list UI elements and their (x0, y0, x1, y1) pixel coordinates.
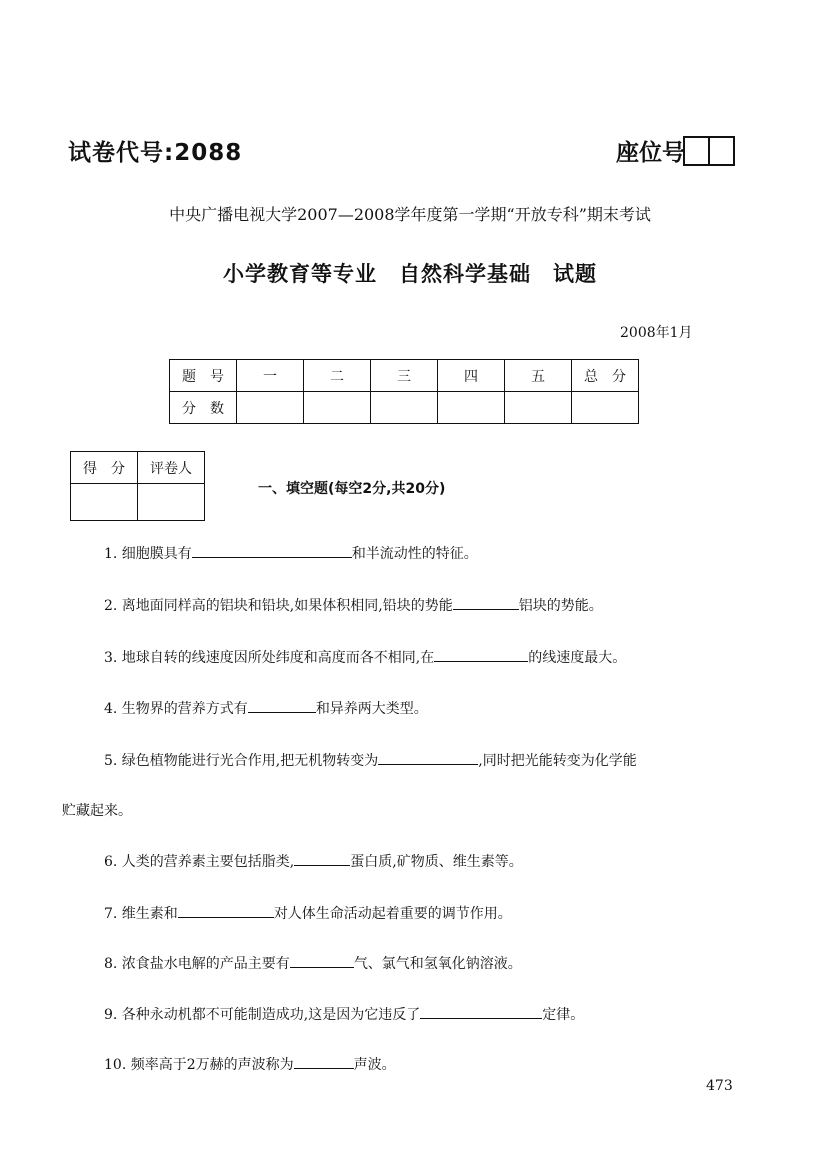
answer-blank (294, 851, 350, 866)
score-cell (371, 392, 438, 424)
question-5: 5. 绿色植物能进行光合作用,把无机物转变为 ,同时把光能转变为化学能 (104, 750, 637, 770)
score-header-cell: 二 (304, 360, 371, 392)
answer-blank (453, 595, 519, 610)
answer-blank (294, 1054, 354, 1069)
answer-blank (420, 1004, 542, 1019)
seat-label: 座位号 (616, 140, 685, 166)
score-header-cell: 五 (505, 360, 572, 392)
seat-box-1 (683, 136, 710, 166)
score-table-score-row (170, 392, 639, 424)
question-1: 1. 细胞膜具有 和半流动性的特征。 (104, 543, 478, 563)
answer-blank (290, 953, 354, 968)
answer-blank (192, 543, 352, 558)
question-4: 4. 生物界的营养方式有 和异养两大类型。 (104, 698, 428, 718)
question-2: 2. 离地面同样高的铝块和铅块,如果体积相同,铅块的势能 铝块的势能。 (104, 595, 603, 615)
answer-blank (434, 647, 528, 662)
question-3: 3. 地球自转的线速度因所处纬度和高度而各不相同,在 的线速度最大。 (104, 647, 626, 667)
question-5-continued: 贮藏起来。 (62, 803, 132, 819)
score-cell (304, 392, 371, 424)
score-header-cell: 题 号 (170, 360, 237, 392)
answer-blank (248, 698, 316, 713)
grader-score-label: 得 分 (71, 452, 138, 484)
score-cell (572, 392, 639, 424)
grader-table (70, 451, 205, 521)
score-header-cell: 一 (237, 360, 304, 392)
grader-score-cell (71, 484, 138, 521)
score-row-label: 分 数 (170, 392, 237, 424)
paper-code: 试卷代号:2088 (68, 140, 243, 166)
score-cell (505, 392, 572, 424)
section-title: 一、填空题(每空2分,共20分) (258, 481, 446, 497)
seat-box-2 (708, 136, 735, 166)
answer-blank (178, 903, 274, 918)
seat-number (616, 134, 735, 167)
question-8: 8. 浓食盐水电解的产品主要有 气、氯气和氢氧化钠溶液。 (104, 953, 522, 973)
score-header-cell: 总 分 (572, 360, 639, 392)
exam-institution: 中央广播电视大学2007—2008学年度第一学期“开放专科”期末考试 (169, 205, 651, 224)
score-header-cell: 四 (438, 360, 505, 392)
score-table-header-row (170, 360, 639, 392)
score-cell (438, 392, 505, 424)
exam-title: 小学教育等专业 自然科学基础 试题 (223, 262, 597, 286)
score-cell (237, 392, 304, 424)
question-9: 9. 各种永动机都不可能制造成功,这是因为它违反了 定律。 (104, 1004, 584, 1024)
grader-name-label: 评卷人 (138, 452, 205, 484)
grader-name-cell (138, 484, 205, 521)
question-10: 10. 频率高于2万赫的声波称为 声波。 (104, 1054, 396, 1074)
answer-blank (378, 750, 478, 765)
exam-date: 2008年1月 (620, 325, 693, 341)
score-table (169, 359, 639, 424)
page-number: 473 (706, 1078, 733, 1094)
question-6: 6. 人类的营养素主要包括脂类, 蛋白质,矿物质、维生素等。 (104, 851, 523, 871)
question-7: 7. 维生素和 对人体生命活动起着重要的调节作用。 (104, 903, 512, 923)
score-header-cell: 三 (371, 360, 438, 392)
